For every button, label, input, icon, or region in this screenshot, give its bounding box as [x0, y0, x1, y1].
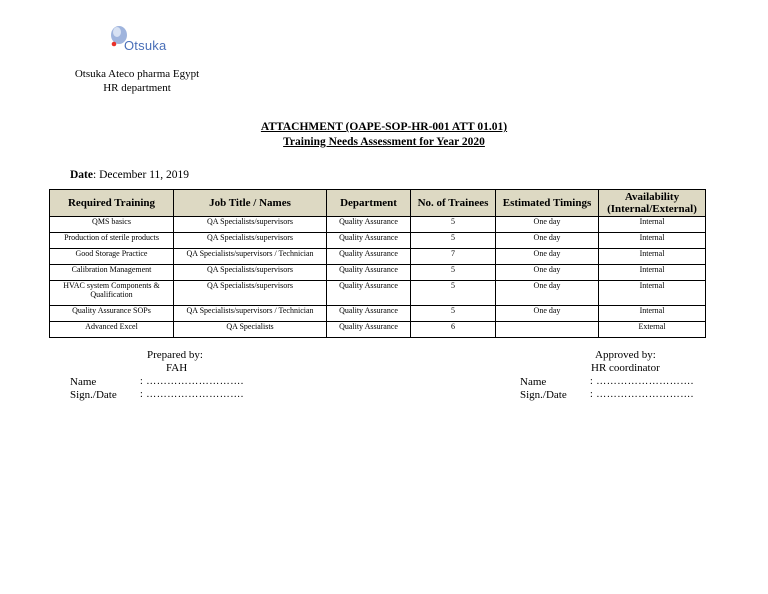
approved-by-name: HR coordinator: [591, 362, 660, 374]
table-cell: Quality Assurance: [327, 306, 411, 322]
table-cell: QA Specialists/supervisors: [174, 281, 327, 306]
table-cell: 5: [411, 217, 496, 233]
table-cell: Internal: [599, 233, 706, 249]
approved-sign-field: : ……………………….: [590, 389, 694, 400]
table-cell: Quality Assurance: [327, 322, 411, 338]
table-row: [50, 265, 706, 281]
prepared-by-name: FAH: [166, 362, 188, 374]
table-cell: Quality Assurance: [327, 233, 411, 249]
attachment-code: ATTACHMENT (OAPE-SOP-HR-001 ATT 01.01): [260, 121, 508, 133]
table-row: [50, 233, 706, 249]
approved-by-label: Approved by:: [595, 349, 656, 361]
table-cell: Quality Assurance: [327, 249, 411, 265]
table-cell: QA Specialists/supervisors: [174, 265, 327, 281]
table-cell: Internal: [599, 217, 706, 233]
column-header: Job Title / Names: [174, 190, 327, 217]
approved-name-label: Name: [520, 376, 547, 388]
table-cell: 5: [411, 265, 496, 281]
table-cell: QA Specialists/supervisors / Technician: [174, 306, 327, 322]
document-title: Training Needs Assessment for Year 2020: [283, 136, 485, 148]
table-cell: 7: [411, 249, 496, 265]
table-cell: Quality Assurance: [327, 217, 411, 233]
company-name: Otsuka Ateco pharma Egypt: [74, 68, 200, 80]
table-cell: QA Specialists/supervisors: [174, 217, 327, 233]
prepared-sign-field: : ……………………….: [140, 389, 244, 400]
table-cell: Advanced Excel: [50, 322, 174, 338]
table-cell: QMS basics: [50, 217, 174, 233]
table-cell: 5: [411, 233, 496, 249]
company-department: HR department: [103, 82, 171, 94]
table-cell: 5: [411, 281, 496, 306]
table-cell: QA Specialists/supervisors / Technician: [174, 249, 327, 265]
prepared-sign-label: Sign./Date: [70, 389, 117, 401]
table-cell: One day: [496, 233, 599, 249]
table-cell: Quality Assurance SOPs: [50, 306, 174, 322]
column-header: Required Training: [50, 190, 174, 217]
training-needs-table: [49, 189, 706, 338]
table-cell: Internal: [599, 249, 706, 265]
date-value: : December 11, 2019: [93, 169, 190, 181]
table-cell: One day: [496, 281, 599, 306]
table-cell: QA Specialists: [174, 322, 327, 338]
table-cell: Production of sterile products: [50, 233, 174, 249]
table-cell: 5: [411, 306, 496, 322]
column-header: No. of Trainees: [411, 190, 496, 217]
column-header: Department: [327, 190, 411, 217]
table-cell: Quality Assurance: [327, 281, 411, 306]
column-header: Estimated Timings: [496, 190, 599, 217]
table-header-row: [50, 190, 706, 217]
table-cell: QA Specialists/supervisors: [174, 233, 327, 249]
date-line: [70, 169, 189, 181]
company-header: [62, 67, 212, 95]
table-row: [50, 281, 706, 306]
table-row: [50, 306, 706, 322]
table-cell: Internal: [599, 265, 706, 281]
column-header: Availability (Internal/External): [599, 190, 706, 217]
logo-text: Otsuka: [124, 38, 167, 53]
table-cell: Calibration Management: [50, 265, 174, 281]
approved-name-field: : ……………………….: [590, 376, 694, 387]
table-cell: One day: [496, 249, 599, 265]
table-cell: Internal: [599, 306, 706, 322]
prepared-by-label: Prepared by:: [147, 349, 203, 361]
table-cell: Good Storage Practice: [50, 249, 174, 265]
company-logo: [104, 22, 184, 56]
table-cell: One day: [496, 306, 599, 322]
table-row: [50, 217, 706, 233]
table-cell: Quality Assurance: [327, 265, 411, 281]
table-cell: HVAC system Components & Qualification: [50, 281, 174, 306]
table-cell: One day: [496, 265, 599, 281]
prepared-name-label: Name: [70, 376, 97, 388]
table-cell: Internal: [599, 281, 706, 306]
table-row: [50, 322, 706, 338]
table-cell: 6: [411, 322, 496, 338]
approved-sign-label: Sign./Date: [520, 389, 567, 401]
table-row: [50, 249, 706, 265]
table-cell: [496, 322, 599, 338]
date-label: Date: [70, 169, 93, 181]
table-cell: One day: [496, 217, 599, 233]
table-cell: External: [599, 322, 706, 338]
prepared-name-field: : ……………………….: [140, 376, 244, 387]
